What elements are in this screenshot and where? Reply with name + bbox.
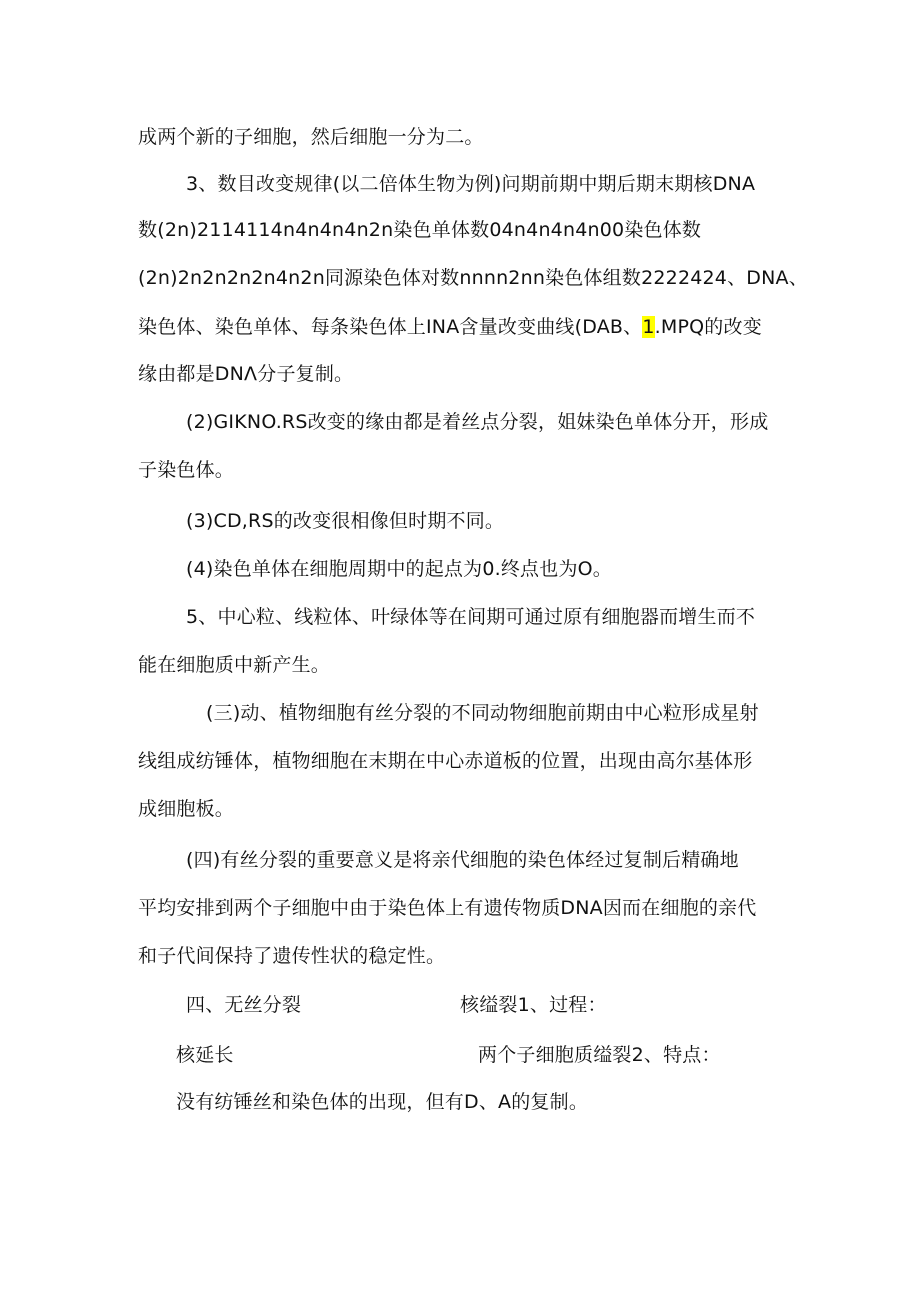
text-segment: .MPQ的改变 xyxy=(654,316,762,338)
text-line-15: 成细胞板。 xyxy=(138,798,235,820)
text-line-9: (3)CD,RS的改变很相像但时期不同。 xyxy=(186,510,505,532)
text-segment: 染色体、染色单体、每条染色体上INA含量改变曲线(DAB、 xyxy=(138,316,643,338)
text-line-4: (2n)2n2n2n2n4n2n同源染色体对数nnnn2nn染色体组数2222424、DNA、 xyxy=(138,267,808,289)
text-line-3: 数(2n)2114114n4n4n4n2n染色单体数04n4n4n4n00染色体数 xyxy=(138,219,702,241)
text-line-8: 子染色体。 xyxy=(138,459,235,481)
text-line-20a: 核延长 xyxy=(176,1044,234,1066)
text-line-2: 3、数目改变规律(以二倍体生物为例)问期前期中期后期末期核DNA xyxy=(186,173,756,195)
text-line-1: 成两个新的子细胞，然后细胞一分为二。 xyxy=(138,126,484,148)
text-line-19a: 四、无丝分裂 xyxy=(186,994,302,1016)
text-line-11: 5、中心粒、线粒体、叶绿体等在间期可通过原有细胞器而增生而不 xyxy=(186,606,756,628)
text-line-20b: 两个子细胞质缢裂2、特点： xyxy=(478,1044,721,1066)
text-line-13: (三)动、植物细胞有丝分裂的不同动物细胞前期由中心粒形成星射 xyxy=(206,702,759,724)
text-line-17: 平均安排到两个子细胞中由于染色体上有遗传物质DNA因而在细胞的亲代 xyxy=(138,897,757,919)
text-line-14: 线组成纺锤体，植物细胞在末期在中心赤道板的位置，出现由高尔基体形 xyxy=(138,750,753,772)
text-line-7: (2)GIKNO.RS改变的缘由都是着丝点分裂，姐妹染色单体分开，形成 xyxy=(186,411,769,433)
text-line-21: 没有纺锤丝和染色体的出现，但有D、A的复制。 xyxy=(176,1091,589,1113)
text-line-19b: 核缢裂1、过程： xyxy=(460,994,607,1016)
text-line-16: (四)有丝分裂的重要意义是将亲代细胞的染色体经过复制后精确地 xyxy=(186,849,739,871)
highlighted-text: 1 xyxy=(642,316,655,338)
text-line-5 xyxy=(138,313,762,341)
text-line-12: 能在细胞质中新产生。 xyxy=(138,654,331,676)
text-line-10: (4)染色单体在细胞周期中的起点为0.终点也为O。 xyxy=(186,558,612,580)
text-line-18: 和子代间保持了遗传性状的稳定性。 xyxy=(138,945,446,967)
text-line-6: 缘由都是DNΛ分子复制。 xyxy=(138,363,354,385)
